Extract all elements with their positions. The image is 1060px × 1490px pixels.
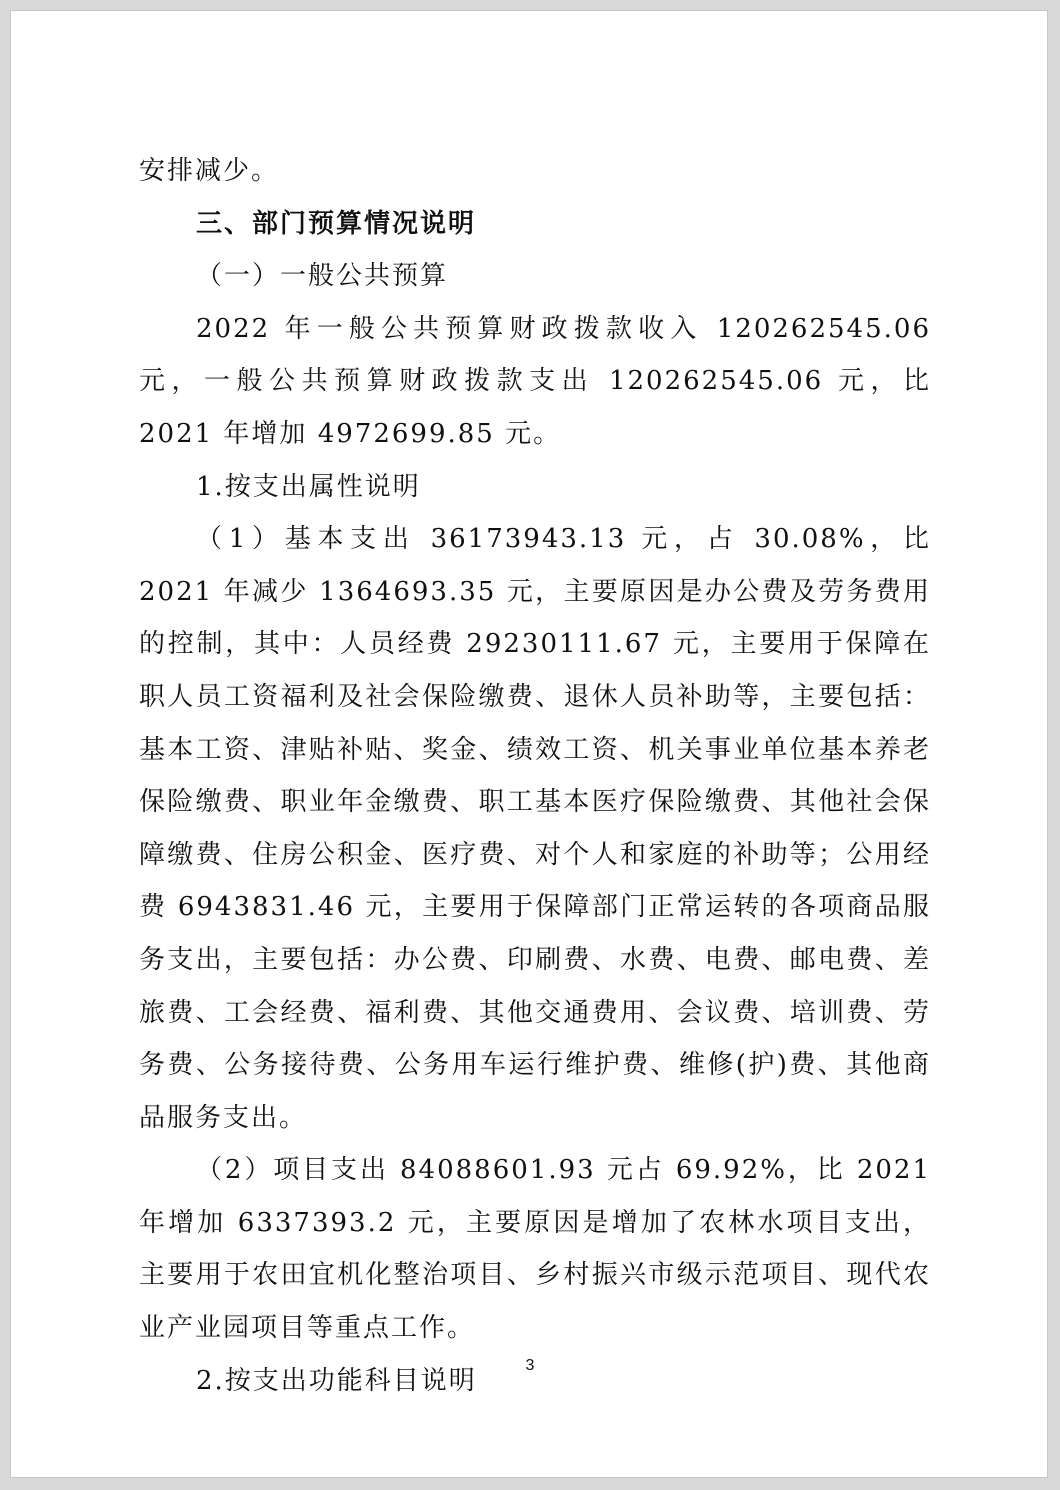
project-expenditure-paragraph: （2）项目支出 84088601.93 元占 69.92%，比 2021 年增加 6337393.2 元，主要原因是增加了农林水项目支出，主要用于农田宜机化整治项目、乡村振兴市级示范项目、现代农业产业园项目等重点工作。 <box>139 1155 931 1344</box>
body-text <box>139 145 931 1407</box>
expenditure-nature-heading: 1.按支出属性说明 <box>196 471 421 502</box>
document-page <box>10 10 1048 1478</box>
continuation-paragraph: 安排减少。 <box>139 156 280 186</box>
page-number: 3 <box>525 1357 535 1374</box>
budget-summary-paragraph: 2022 年一般公共预算财政拨款收入 120262545.06 元，一般公共预算财政拨款支出 120262545.06 元，比 2021 年增加 4972699.85 元。 <box>139 313 931 449</box>
functional-category-heading: 2.按支出功能科目说明 <box>196 1365 477 1396</box>
basic-expenditure-paragraph: （1）基本支出 36173943.13 元，占 30.08%，比 2021 年减少 1364693.35 元，主要原因是办公费及劳务费用的控制，其中：人员经费 29230111.67 元，主要用于保障在职人员工资福利及社会保险缴费、退休人员补助等，主要包括：基本工资、津贴补贴、奖金、绩效工资、机关事业单位基本养老保险缴费、职业年金缴费、职工基本医疗保险缴费、其他社会保障缴费、住房公积金、医疗费、对个人和家庭的补助等；公用经费 6943831.46 元，主要用于保障部门正常运转的各项商品服务支出，主要包括：办公费、印刷费、水费、电费、邮电费、差旅费、工会经费、福利费、其他交通费用、会议费、培训费、劳务费、公务接待费、公务用车运行维护费、维修(护)费、其他商品服务支出。 <box>139 524 931 1133</box>
section-heading: 三、部门预算情况说明 <box>196 208 477 239</box>
subsection-heading: （一）一般公共预算 <box>196 261 449 292</box>
